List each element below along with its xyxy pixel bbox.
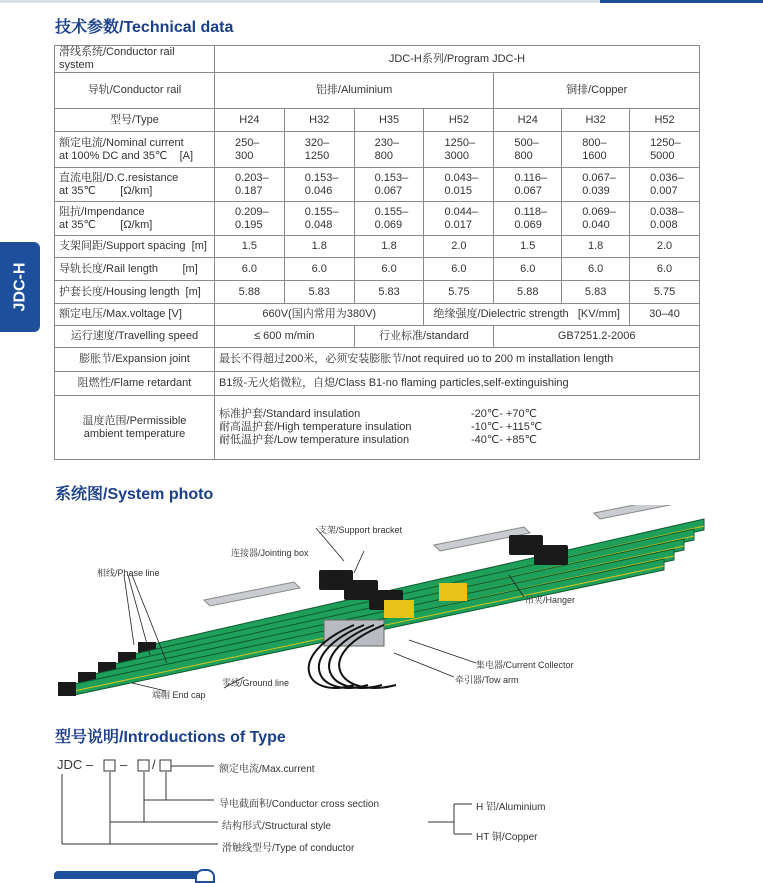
value-cell: 6.0	[354, 258, 424, 281]
jointing-box-label: 连接器/Jointing box	[231, 548, 309, 558]
value-cell: 0.036– 0.007	[630, 168, 700, 202]
temp-row	[219, 408, 695, 421]
value-cell: 0.043– 0.015	[424, 168, 494, 202]
standard-label: 行业标准/standard	[354, 326, 494, 348]
end-cap	[58, 682, 76, 696]
flame-label: 阻燃性/Flame retardant	[55, 372, 215, 396]
value-cell: 1250– 3000	[424, 132, 494, 168]
temp-range: -40℃- +85℃	[470, 434, 537, 446]
value-cell: 1.5	[494, 236, 562, 258]
copper-header: 铜排/Copper	[494, 73, 700, 109]
expansion-value: 最长不得超过200米，必须安装膨胀节/not required uo to 200 m installation length	[214, 348, 699, 372]
value-cell: 0.044– 0.017	[424, 202, 494, 236]
value-cell: 1.8	[284, 236, 354, 258]
value-cell: 0.209– 0.195	[214, 202, 284, 236]
temp-label: 温度范围/Permissible ambient temperature	[55, 396, 215, 460]
system-value: JDC-H系列/Program JDC-H	[214, 46, 699, 73]
rail-label: 导轨/Conductor rail	[55, 73, 215, 109]
value-cell: 230– 800	[354, 132, 424, 168]
jointing-box	[534, 545, 568, 565]
bottom-bar-knob	[195, 869, 215, 883]
table-row	[55, 304, 700, 326]
support-bracket-label: 支架/Support bracket	[318, 525, 403, 535]
table-row	[55, 46, 700, 73]
table-row	[55, 109, 700, 132]
copper-option: HT 铜/Copper	[476, 832, 538, 843]
value-cell: 800– 1600	[562, 132, 630, 168]
value-cell: 5.83	[562, 281, 630, 304]
type-cell: H52	[630, 109, 700, 132]
value-cell: 1.8	[562, 236, 630, 258]
row-label: 支架间距/Support spacing [m]	[55, 236, 215, 258]
table-row	[55, 73, 700, 109]
leader-line	[394, 653, 454, 677]
system-label: 滑线系统/Conductor rail system	[55, 46, 215, 73]
value-cell: 5.83	[284, 281, 354, 304]
value-cell: 2.0	[424, 236, 494, 258]
hanger-label: 吊夹/Hanger	[525, 595, 576, 605]
table-row	[55, 348, 700, 372]
value-cell: 0.069– 0.040	[562, 202, 630, 236]
table-row	[55, 396, 700, 460]
standard-value: GB7251.2-2006	[494, 326, 700, 348]
code-lines	[62, 766, 218, 844]
code-prefix: JDC –	[57, 757, 94, 772]
value-cell: 0.153– 0.046	[284, 168, 354, 202]
code-sep1: –	[120, 757, 128, 772]
value-cell: 5.75	[424, 281, 494, 304]
temp-row	[219, 434, 695, 447]
row-label: 阻抗/Impendance at 35℃ [Ω/km]	[55, 202, 215, 236]
speed-value: ≤ 600 m/min	[214, 326, 354, 348]
system-photo-title: 系统图/System photo	[55, 486, 214, 503]
temp-range: -20℃- +70℃	[470, 408, 537, 420]
row-label: 护套长度/Housing length [m]	[55, 281, 215, 304]
type-cell: H32	[284, 109, 354, 132]
value-cell: 0.038– 0.008	[630, 202, 700, 236]
expansion-label: 膨胀节/Expansion joint	[55, 348, 215, 372]
value-cell: 6.0	[424, 258, 494, 281]
max-current-label: 额定电流/Max.current	[219, 764, 315, 775]
structural-style-label: 结构形式/Structural style	[222, 821, 331, 832]
speed-label: 运行速度/Travelling speed	[55, 326, 215, 348]
leader-line	[354, 551, 364, 573]
value-cell: 6.0	[214, 258, 284, 281]
dielectric-unit: [KV/mm]	[577, 308, 620, 320]
dielectric-cell	[424, 304, 630, 326]
value-cell: 6.0	[630, 258, 700, 281]
type-cell: H32	[562, 109, 630, 132]
bottom-bar	[54, 871, 204, 879]
temp-name: 标准护套/Standard insulation	[218, 408, 361, 420]
value-cell: 0.155– 0.048	[284, 202, 354, 236]
side-tab	[0, 242, 40, 332]
table-row	[55, 132, 700, 168]
row-label: 额定电流/Nominal current at 100% DC and 35℃ [A]	[55, 132, 215, 168]
value-cell: 1.5	[214, 236, 284, 258]
conductor-type-label: 滑触线型号/Type of conductor	[222, 843, 355, 854]
code-box-section	[138, 760, 149, 771]
type-intro-title: 型号说明/Introductions of Type	[55, 729, 286, 746]
cross-section-label: 导电截面积/Conductor cross section	[219, 799, 380, 810]
collector-arm	[384, 600, 414, 618]
ground-line-label: 零线/Ground line	[222, 678, 290, 688]
value-cell: 6.0	[284, 258, 354, 281]
voltage-value: 660V(国内常用为380V)	[214, 304, 424, 326]
support-bracket	[594, 505, 690, 519]
value-cell: 500– 800	[494, 132, 562, 168]
technical-data-table	[54, 45, 700, 460]
table-row	[55, 202, 700, 236]
code-box-current	[104, 760, 115, 771]
table-row	[55, 326, 700, 348]
code-bracket	[428, 804, 472, 834]
type-cell: H24	[494, 109, 562, 132]
value-cell: 320– 1250	[284, 132, 354, 168]
table-row	[55, 168, 700, 202]
side-tab-label: JDC-H	[11, 262, 29, 312]
aluminium-option: H 铝/Aluminium	[476, 802, 546, 813]
current-collector-label: 集电器/Current Collector	[476, 660, 574, 670]
technical-data-title: 技术参数/Technical data	[55, 19, 234, 36]
row-label: 导轨长度/Rail length [m]	[55, 258, 215, 281]
code-sep2: /	[152, 757, 156, 772]
value-cell: 0.067– 0.039	[562, 168, 630, 202]
value-cell: 0.118– 0.069	[494, 202, 562, 236]
value-cell: 0.155– 0.069	[354, 202, 424, 236]
flame-value: B1级-无火焰微粒，自熄/Class B1-no flaming particles,self-extinguishing	[214, 372, 699, 396]
leader-line	[409, 640, 476, 663]
dielectric-value: 30–40	[630, 304, 700, 326]
aluminium-header: 铝排/Aluminium	[214, 73, 493, 109]
value-cell: 0.203– 0.187	[214, 168, 284, 202]
value-cell: 5.75	[630, 281, 700, 304]
voltage-label: 额定电压/Max.voltage [V]	[55, 304, 215, 326]
type-cell: H35	[354, 109, 424, 132]
row-label: 直流电阻/D.C.resistance at 35℃ [Ω/km]	[55, 168, 215, 202]
value-cell: 5.88	[494, 281, 562, 304]
value-cell: 6.0	[494, 258, 562, 281]
table-row	[55, 236, 700, 258]
value-cell: 6.0	[562, 258, 630, 281]
value-cell: 0.116– 0.067	[494, 168, 562, 202]
table-row	[55, 372, 700, 396]
type-cell: H24	[214, 109, 284, 132]
support-bracket	[204, 582, 300, 606]
temp-row	[219, 421, 695, 434]
value-cell: 5.83	[354, 281, 424, 304]
table-row	[55, 258, 700, 281]
value-cell: 250– 300	[214, 132, 284, 168]
type-cell: H52	[424, 109, 494, 132]
value-cell: 0.153– 0.067	[354, 168, 424, 202]
dielectric-label: 绝缘强度/Dielectric strength	[433, 308, 569, 320]
temp-name: 耐低温护套/Low temperature insulation	[218, 434, 410, 446]
top-rule-accent	[600, 0, 763, 3]
table-row	[55, 281, 700, 304]
value-cell: 1.8	[354, 236, 424, 258]
end-cap-label: 端帽 End cap	[152, 690, 206, 700]
value-cell: 5.88	[214, 281, 284, 304]
phase-line-label: 相线/Phase line	[97, 568, 160, 578]
value-cell: 1250– 5000	[630, 132, 700, 168]
temp-name: 耐高温护套/High temperature insulation	[218, 421, 412, 433]
temp-range: -10℃- +115℃	[470, 421, 543, 433]
code-box-structure	[160, 760, 171, 771]
temp-values	[214, 396, 699, 460]
type-label: 型号/Type	[55, 109, 215, 132]
collector-arm	[439, 583, 467, 601]
value-cell: 2.0	[630, 236, 700, 258]
tow-arm-label: 牵引器/Tow arm	[455, 675, 519, 685]
